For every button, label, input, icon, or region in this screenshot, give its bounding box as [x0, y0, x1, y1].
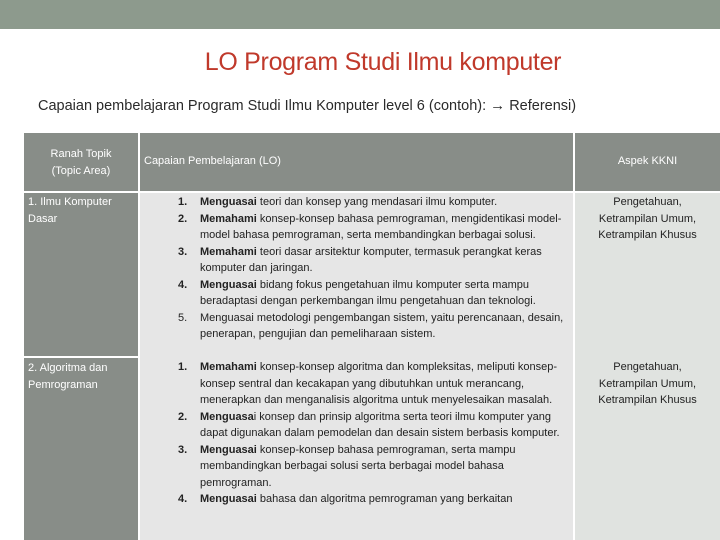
header-divider: [24, 191, 720, 193]
slide-title: LO Program Studi Ilmu komputer: [204, 48, 562, 76]
list-item: 2. Menguasai konsep dan prinsip algoritma serta teori ilmu komputer yang dapat digunakan dalam pemodelan dan desain sistem berbasis komputer.: [178, 410, 560, 439]
kkni-line: Ketrampilan Umum,: [598, 377, 697, 390]
row-divider: [24, 356, 138, 358]
header-topic-line2: (Topic Area): [51, 164, 111, 177]
kkni-cell-2: [575, 359, 720, 409]
arrow-right-icon: →: [490, 97, 506, 114]
column-divider: [138, 133, 140, 540]
top-bar: [0, 0, 720, 29]
header-topic-area: [24, 146, 138, 179]
kkni-line: Ketrampilan Khusus: [598, 229, 697, 241]
header-lo: Capaian Pembelajaran (LO): [144, 155, 281, 167]
list-item: 3. Menguasai konsep-konsep bahasa pemrograman, serta mampu membandingkan berbagai solusi serta berbagai model bahasa pemrograman.: [178, 443, 516, 489]
list-item: 1. Menguasai teori dan konsep yang mendasari ilmu komputer.: [178, 196, 498, 208]
lo-list-2: [138, 359, 573, 508]
list-item: 4. Menguasai bidang fokus pengetahuan ilmu komputer serta mampu beradaptasi dengan perkembangan ilmu pengetahuan dan teknologi.: [178, 278, 536, 307]
lo-table: [24, 133, 720, 540]
header-topic-line1: Ranah Topik: [50, 148, 112, 160]
lo-list-1: [138, 194, 573, 343]
subtitle-text: Capaian pembelajaran Program Studi Ilmu Komputer level 6 (contoh):: [38, 98, 487, 114]
slide-subtitle: [38, 97, 576, 114]
topic-cell-1: 1. Ilmu Komputer Dasar: [24, 191, 138, 356]
list-item: 4. Menguasai bahasa dan algoritma pemrograman yang berkaitan: [178, 493, 513, 505]
subtitle-reference: Referensi): [509, 98, 577, 114]
kkni-line: Pengetahuan,: [613, 361, 682, 373]
topic-cell-2: 2. Algoritma dan Pemrograman: [24, 358, 138, 540]
kkni-line: Ketrampilan Khusus: [598, 394, 697, 406]
list-item: 2. Memahami konsep-konsep bahasa pemrograman, mengidentikasi model-model bahasa pemrograman, serta membandingkan berbagai solusi.: [178, 212, 562, 241]
list-item: 5. Menguasai metodologi pengembangan sistem, yaitu perencanaan, desain, penerapan, pengujian dan pemeliharaan sistem.: [178, 311, 564, 340]
lo-cell-1: [138, 194, 575, 343]
kkni-cell-1: [575, 194, 720, 244]
header-aspek-kkni: Aspek KKNI: [617, 155, 678, 167]
list-item: 3. Memahami teori dasar arsitektur komputer, termasuk perangkat keras komputer dan jaringan.: [178, 245, 542, 274]
list-item: 1. Memahami konsep-konsep algoritma dan kompleksitas, meliputi konsep-konsep sentral dan kecakapan yang dibutuhkan untuk merancang, menerapkan dan menganalisis algoritma untuk menyelesaikan masalah.: [178, 361, 558, 406]
lo-cell-2: [138, 359, 575, 508]
kkni-line: Ketrampilan Umum,: [598, 212, 697, 225]
kkni-line: Pengetahuan,: [613, 196, 682, 208]
column-divider: [573, 133, 575, 540]
